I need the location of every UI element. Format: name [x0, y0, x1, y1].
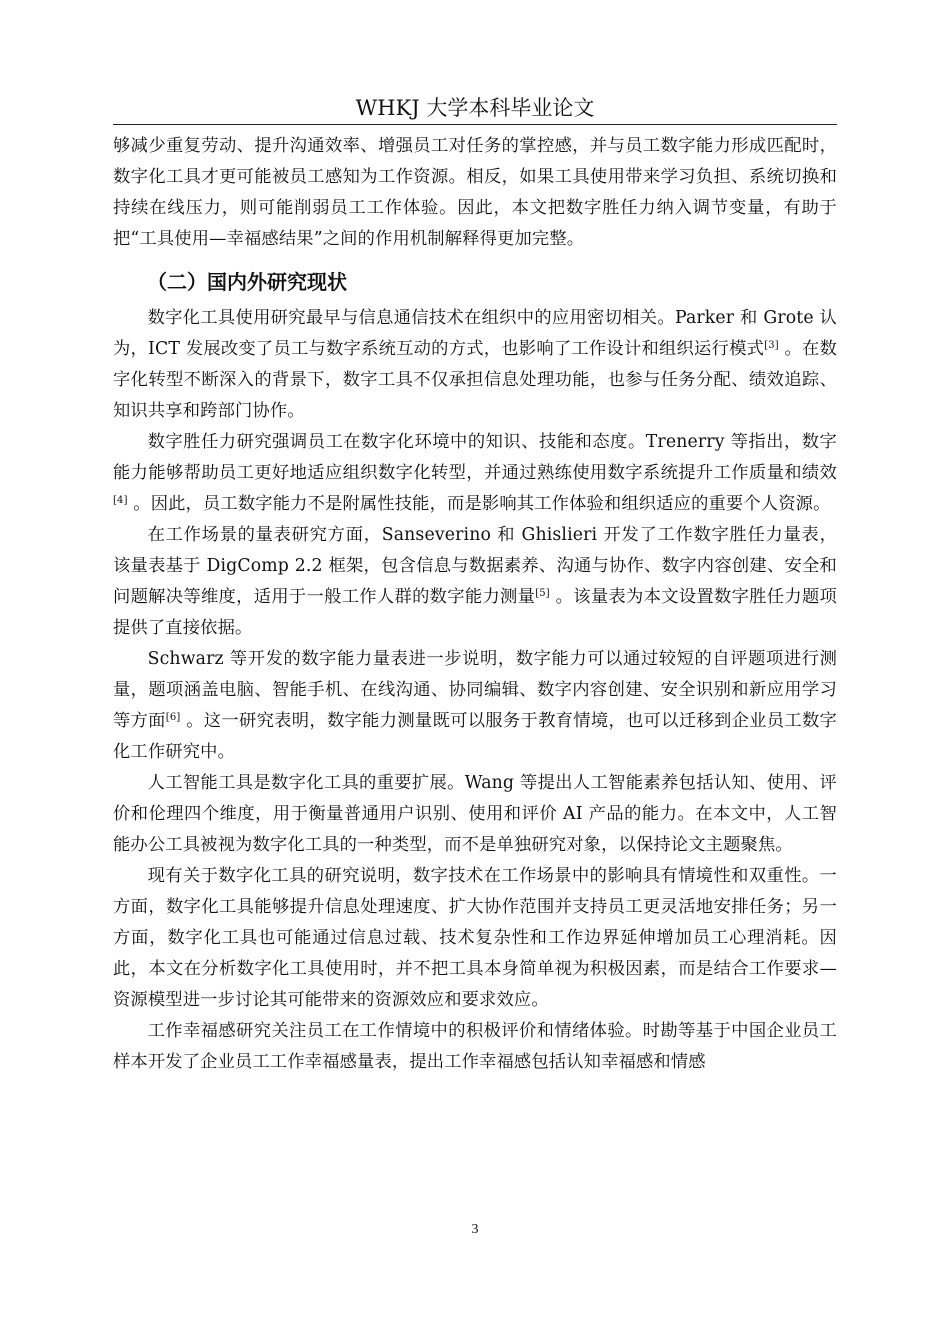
paragraph-dual-effects: 现有关于数字化工具的研究说明，数字技术在工作场景中的影响具有情境性和双重性。一方面，数字化工具能够提升信息处理速度、扩大协作范围并支持员工更灵活地安排任务；另一方面，数字化工具也可能通过信息过载、技术复杂性和工作边界延伸增加员工心理消耗。因此，本文在分析数字化工具使用时，并不把工具本身简单视为积极因素，而是结合工作要求—资源模型进一步讨论其可能带来的资源效应和要求效应。	[113, 866, 837, 1010]
page-body	[113, 131, 837, 1078]
paragraph-text: 。在数字化转型不断深入的背景下，数字工具不仅承担信息处理功能，也参与任务分配、绩效追踪、知识共享和跨部门协作。	[113, 339, 838, 421]
paragraph-text: Schwarz 等开发的数字能力量表进一步说明，数字能力可以通过较短的自评题项进行测量，题项涵盖电脑、智能手机、在线沟通、协同编辑、数字内容创建、安全识别和新应用学习等方面	[113, 649, 837, 731]
header-rule	[113, 124, 837, 125]
paragraph-wellbeing: 工作幸福感研究关注员工在工作情境中的积极评价和情绪体验。时勘等基于中国企业员工样本开发了企业员工工作幸福感量表，提出工作幸福感包括认知幸福感和情感	[113, 1021, 837, 1072]
paragraph-text: 在工作场景的量表研究方面，Sanseverino 和 Ghislieri 开发了工作数字胜任力量表，该量表基于 DigComp 2.2 框架，包含信息与数据素养、沟通与协作、数字内容创建、安全和问题解决等维度，适用于一般工作人群的数字能力测量	[113, 525, 837, 607]
paragraph-schwarz-scale	[113, 644, 837, 768]
citation-ref: [4]	[113, 495, 128, 506]
running-header: WHKJ 大学本科毕业论文	[355, 96, 595, 120]
paragraph-text: 数字化工具使用研究最早与信息通信技术在组织中的应用密切相关。Parker 和 Grote 认为，ICT 发展改变了员工与数字系统互动的方式，也影响了工作设计和组织运行模式	[113, 308, 837, 359]
paragraph-ict-research	[113, 303, 837, 427]
page-number: 3	[471, 1222, 479, 1237]
paragraph-text: 。这一研究表明，数字能力测量既可以服务于教育情境，也可以迁移到企业员工数字化工作研究中。	[113, 711, 837, 762]
paragraph-digital-competence	[113, 427, 837, 520]
paragraph-ai-tools: 人工智能工具是数字化工具的重要扩展。Wang 等提出人工智能素养包括认知、使用、评价和伦理四个维度，用于衡量普通用户识别、使用和评价 AI 产品的能力。在本文中，人工智能办公工具被视为数字化工具的一种类型，而不是单独研究对象，以保持论文主题聚焦。	[113, 773, 837, 855]
citation-ref: [5]	[535, 588, 550, 599]
section-heading: （二）国内外研究现状	[147, 270, 347, 294]
citation-ref: [3]	[764, 340, 779, 351]
paragraph-continued: 够减少重复劳动、提升沟通效率、增强员工对任务的掌控感，并与员工数字能力形成匹配时，数字化工具才更可能被员工感知为工作资源。相反，如果工具使用带来学习负担、系统切换和持续在线压力，则可能削弱员工工作体验。因此，本文把数字胜任力纳入调节变量，有助于把“工具使用—幸福感结果”之间的作用机制解释得更加完整。	[113, 136, 837, 249]
citation-ref: [6]	[165, 712, 181, 723]
paragraph-scale-research	[113, 520, 837, 644]
paragraph-text: 。因此，员工数字能力不是附属性技能，而是影响其工作体验和组织适应的重要个人资源。	[127, 494, 831, 514]
paragraph-text: 数字胜任力研究强调员工在数字化环境中的知识、技能和态度。Trenerry 等指出，数字能力能够帮助员工更好地适应组织数字化转型，并通过熟练使用数字系统提升工作质量和绩效	[113, 432, 837, 483]
paragraph-text: 。该量表为本文设置数字胜任力题项提供了直接依据。	[113, 587, 837, 638]
